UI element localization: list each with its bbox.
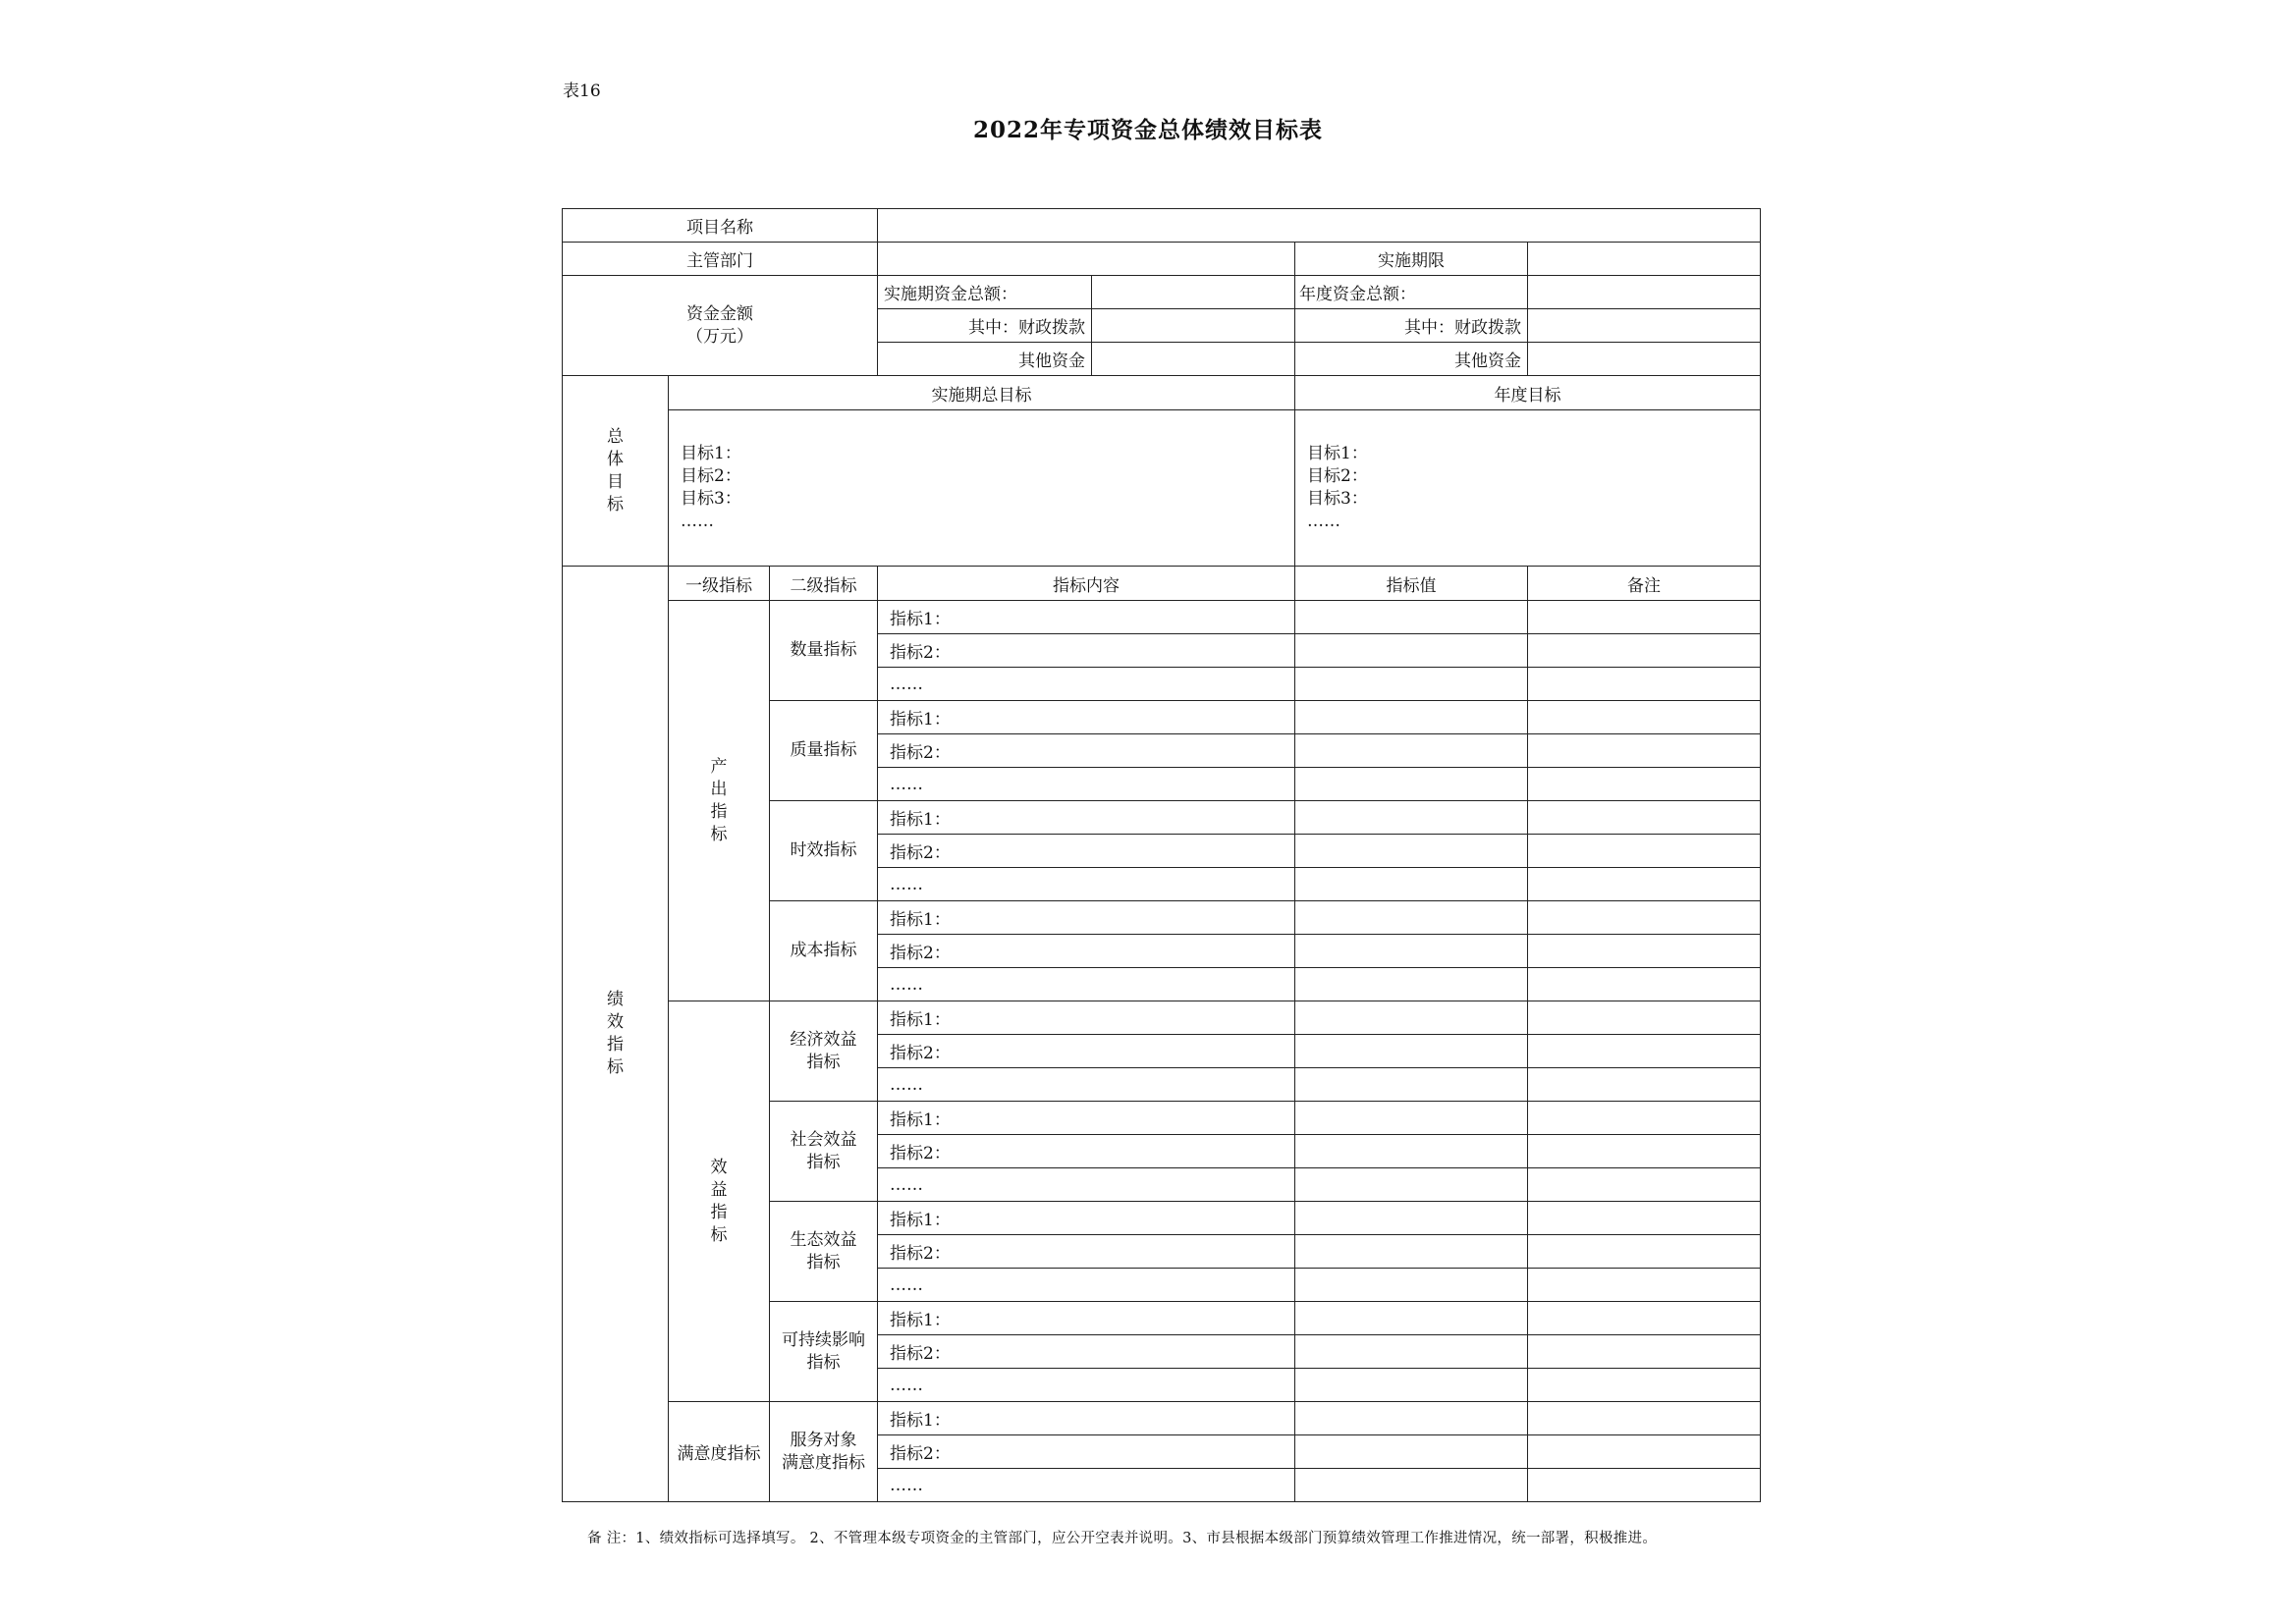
period-fiscal-label: 其中：财政拨款 [878,309,1092,343]
indicator-content-cell[interactable]: 指标1： [878,1402,1295,1435]
indicator-content-cell[interactable]: …… [878,968,1295,1001]
annual-fiscal-value[interactable] [1528,309,1761,343]
indicator-row [563,1001,1761,1035]
indicator-value-cell[interactable] [1295,868,1528,901]
indicator-remark-cell[interactable] [1528,1068,1761,1102]
indicator-value-cell[interactable] [1295,1202,1528,1235]
indicator-value-cell[interactable] [1295,1335,1528,1369]
indicator-content-cell[interactable]: 指标1： [878,1102,1295,1135]
dept-label: 主管部门 [563,243,878,276]
funds-label-line1: 资金金额 [686,303,753,324]
indicator-content-cell[interactable]: …… [878,868,1295,901]
period-goal-box[interactable] [669,410,1295,567]
indicator-row [563,1402,1761,1435]
indicator-row [563,601,1761,634]
side-char: 总 [607,426,624,447]
annual-other-value[interactable] [1528,343,1761,376]
indicator-remark-cell[interactable] [1528,601,1761,634]
indicator-value-cell[interactable] [1295,901,1528,935]
table-number: 表16 [563,81,601,101]
annual-total-label: 年度资金总额： [1295,276,1528,309]
indicator-content-cell[interactable]: 指标2： [878,1035,1295,1068]
indicator-value-cell[interactable] [1295,1269,1528,1302]
indicator-content-cell[interactable]: …… [878,1068,1295,1102]
performance-goal-table [562,208,1761,1502]
annual-total-value[interactable] [1528,276,1761,309]
level1-char: 标 [710,824,728,844]
indicator-content-cell[interactable]: …… [878,1168,1295,1202]
indicator-content-cell[interactable]: 指标2： [878,835,1295,868]
period-fiscal-value[interactable] [1092,309,1295,343]
indicator-content-cell[interactable]: 指标2： [878,1235,1295,1269]
indicator-content-cell[interactable]: 指标1： [878,1202,1295,1235]
goals-header-row [563,376,1761,410]
col-value-header: 指标值 [1295,567,1528,601]
indicator-value-cell[interactable] [1295,801,1528,835]
indicator-side-label [563,567,669,1502]
indicator-content-cell[interactable]: 指标1： [878,701,1295,734]
indicator-remark-cell[interactable] [1528,868,1761,901]
col-remark-header: 备注 [1528,567,1761,601]
period-other-value[interactable] [1092,343,1295,376]
indicator-content-cell[interactable]: 指标1： [878,601,1295,634]
indicator-remark-cell[interactable] [1528,1369,1761,1402]
level2-indicator [770,801,878,901]
indicator-content-cell[interactable]: 指标2： [878,1435,1295,1469]
period-goal-label: 实施期总目标 [669,376,1295,410]
side-char: 目 [607,471,624,492]
side-char: 标 [607,1057,624,1077]
level1-char: 指 [710,801,728,822]
goals-content-row [563,410,1761,567]
annual-other-label: 其他资金 [1295,343,1528,376]
indicator-remark-cell[interactable] [1528,1102,1761,1135]
indicator-value-cell[interactable] [1295,601,1528,634]
indicator-value-cell[interactable] [1295,1402,1528,1435]
level2-indicator [770,1202,878,1302]
indicator-remark-cell[interactable] [1528,634,1761,668]
level1-char: 标 [710,1224,728,1245]
indicator-value-cell[interactable] [1295,1001,1528,1035]
indicator-remark-cell[interactable] [1528,1335,1761,1369]
level1-char: 出 [710,779,728,799]
level1-indicator [669,601,770,1001]
indicator-value-cell[interactable] [1295,835,1528,868]
indicator-content-cell[interactable]: 指标1： [878,901,1295,935]
indicator-value-cell[interactable] [1295,1035,1528,1068]
level2-label-line: 可持续影响 [782,1329,865,1350]
level2-label-line: 指标 [806,1252,841,1272]
footnote: 备 注：1、绩效指标可选择填写。 2、不管理本级专项资金的主管部门，应公开空表并说明。3、市县根据本级部门预算绩效管理工作推进情况，统一部署，积极推进。 [587,1531,1658,1546]
level2-label-line: 时效指标 [790,840,857,860]
level1-indicator [669,1001,770,1402]
level1-char: 指 [710,1202,728,1222]
indicator-content-cell[interactable]: 指标1： [878,1001,1295,1035]
side-char: 绩 [607,990,624,1009]
level2-indicator [770,1402,878,1502]
indicator-content-cell[interactable]: 指标2： [878,1335,1295,1369]
overall-goal-side-label [563,376,669,567]
level1-char: 产 [710,756,728,777]
indicator-value-cell[interactable] [1295,935,1528,968]
goal-line: 目标1： [1307,444,1368,463]
indicator-content-cell[interactable]: 指标2： [878,634,1295,668]
indicator-value-cell[interactable] [1295,768,1528,801]
indicator-content-cell[interactable]: …… [878,668,1295,701]
annual-goal-box[interactable] [1295,410,1761,567]
indicator-value-cell[interactable] [1295,1102,1528,1135]
indicator-remark-cell[interactable] [1528,1435,1761,1469]
level2-indicator [770,1102,878,1202]
indicator-value-cell[interactable] [1295,634,1528,668]
indicator-remark-cell[interactable] [1528,734,1761,768]
indicator-value-cell[interactable] [1295,668,1528,701]
level2-label-line: 指标 [806,1352,841,1373]
indicator-remark-cell[interactable] [1528,1302,1761,1335]
project-name-row [563,209,1761,243]
indicator-remark-cell[interactable] [1528,1202,1761,1235]
indicator-remark-cell[interactable] [1528,668,1761,701]
indicator-remark-cell[interactable] [1528,835,1761,868]
indicator-remark-cell[interactable] [1528,1168,1761,1202]
indicator-value-cell[interactable] [1295,1068,1528,1102]
period-total-label: 实施期资金总额： [878,276,1092,309]
level2-label-line: 数量指标 [790,640,857,660]
indicator-value-cell[interactable] [1295,1302,1528,1335]
goal-line: 目标2： [681,466,741,486]
level2-label-line: 指标 [806,1052,841,1072]
level2-indicator [770,601,878,701]
project-name-label: 项目名称 [563,209,878,243]
level2-indicator [770,1001,878,1102]
indicator-value-cell[interactable] [1295,1435,1528,1469]
indicator-value-cell[interactable] [1295,734,1528,768]
indicator-content-cell[interactable]: 指标2： [878,734,1295,768]
level2-label-line: 成本指标 [790,941,857,960]
level2-label-line: 社会效益 [790,1129,857,1150]
indicator-content-cell[interactable]: 指标1： [878,1302,1295,1335]
indicator-value-cell[interactable] [1295,701,1528,734]
indicator-content-cell[interactable]: …… [878,1369,1295,1402]
funds-row-total [563,276,1761,309]
indicator-remark-cell[interactable] [1528,968,1761,1001]
col-level2-header: 二级指标 [770,567,878,601]
indicator-remark-cell[interactable] [1528,768,1761,801]
side-char: 效 [607,1012,624,1032]
level2-indicator [770,701,878,801]
indicator-value-cell[interactable] [1295,1235,1528,1269]
col-content-header: 指标内容 [878,567,1295,601]
project-name-value[interactable] [878,209,1761,243]
goal-line: 目标1： [681,444,741,463]
indicator-content-cell[interactable]: 指标1： [878,801,1295,835]
side-char: 体 [607,449,624,469]
indicator-value-cell[interactable] [1295,1168,1528,1202]
indicator-content-cell[interactable]: 指标2： [878,935,1295,968]
indicator-content-cell[interactable]: 指标2： [878,1135,1295,1168]
level2-indicator [770,901,878,1001]
indicator-remark-cell[interactable] [1528,935,1761,968]
funds-label-line2: （万元） [686,326,753,347]
level2-label-line: 经济效益 [790,1029,857,1050]
indicator-value-cell[interactable] [1295,968,1528,1001]
period-other-label: 其他资金 [878,343,1092,376]
dept-value[interactable] [878,243,1295,276]
indicator-remark-cell[interactable] [1528,1135,1761,1168]
indicator-header-row [563,567,1761,601]
indicator-value-cell[interactable] [1295,1469,1528,1502]
side-char: 指 [607,1035,624,1055]
level1-char: 效 [710,1157,728,1177]
level2-label-line: 服务对象 [790,1430,857,1450]
level2-label-line: 生态效益 [790,1229,857,1250]
funds-label [563,276,878,376]
goal-line: 目标3： [1307,489,1368,509]
level1-char: 益 [710,1179,728,1200]
indicator-remark-cell[interactable] [1528,801,1761,835]
period-label: 实施期限 [1295,243,1528,276]
period-total-value[interactable] [1092,276,1295,309]
side-char: 标 [607,494,624,514]
indicator-remark-cell[interactable] [1528,1402,1761,1435]
indicator-value-cell[interactable] [1295,1135,1528,1168]
indicator-content-cell[interactable]: …… [878,768,1295,801]
period-value[interactable] [1528,243,1761,276]
level2-label-line: 质量指标 [790,740,857,760]
goal-line: …… [1307,512,1340,531]
goal-line: 目标3： [681,489,741,509]
level1-indicator: 满意度指标 [669,1402,770,1502]
level2-label-line: 满意度指标 [782,1452,865,1473]
indicator-content-cell[interactable]: …… [878,1269,1295,1302]
indicator-remark-cell[interactable] [1528,701,1761,734]
indicator-remark-cell[interactable] [1528,1269,1761,1302]
annual-goal-label: 年度目标 [1295,376,1761,410]
dept-row [563,243,1761,276]
indicator-remark-cell[interactable] [1528,1235,1761,1269]
page-title: 2022年专项资金总体绩效目标表 [972,117,1323,143]
level2-label-line: 指标 [806,1152,841,1172]
col-level1-header: 一级指标 [669,567,770,601]
indicator-remark-cell[interactable] [1528,1035,1761,1068]
annual-fiscal-label: 其中：财政拨款 [1295,309,1528,343]
indicator-remark-cell[interactable] [1528,1001,1761,1035]
goal-line: …… [681,512,714,531]
indicator-content-cell[interactable]: …… [878,1469,1295,1502]
indicator-value-cell[interactable] [1295,1369,1528,1402]
indicator-remark-cell[interactable] [1528,901,1761,935]
goal-line: 目标2： [1307,466,1368,486]
level2-indicator [770,1302,878,1402]
indicator-remark-cell[interactable] [1528,1469,1761,1502]
